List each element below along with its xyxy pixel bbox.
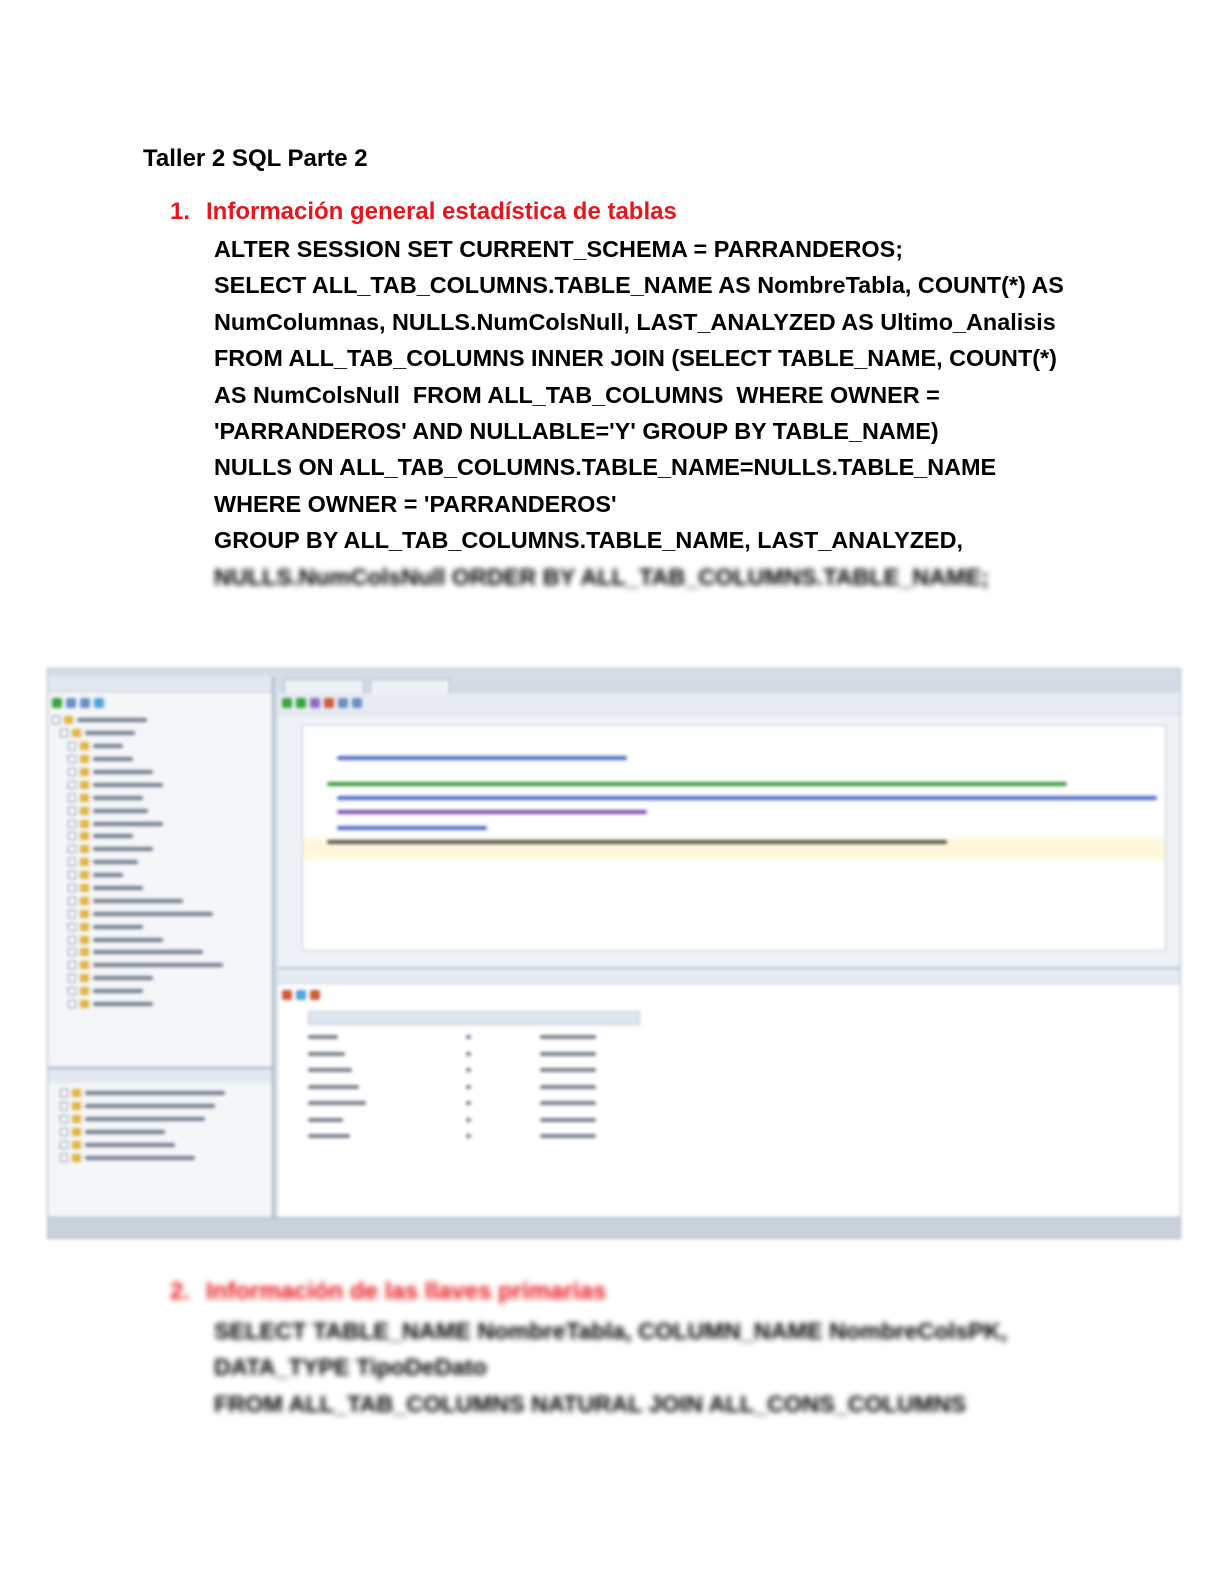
document-tabs — [278, 677, 1180, 693]
tree-node[interactable] — [52, 920, 272, 933]
sql-line: DATA_TYPE TipoDeDato — [214, 1354, 487, 1381]
sql-line: 'PARRANDEROS' AND NULLABLE='Y' GROUP BY TABLE_NAME) — [214, 418, 939, 445]
tree-node[interactable] — [52, 727, 272, 740]
sql-icon[interactable] — [310, 990, 320, 1000]
worksheet-toolbar — [278, 693, 1180, 714]
table-row[interactable] — [308, 1035, 638, 1039]
sql-developer-screenshot — [47, 668, 1181, 1239]
tree-node[interactable] — [52, 972, 272, 985]
tree-node[interactable] — [52, 766, 272, 779]
export-icon[interactable] — [296, 990, 306, 1000]
connections-pane — [48, 677, 274, 1217]
tree-node[interactable] — [52, 985, 272, 998]
explain-plan-icon[interactable] — [338, 698, 348, 708]
tree-node[interactable] — [52, 882, 272, 895]
table-row[interactable] — [308, 1052, 638, 1056]
sql-line: NULLS ON ALL_TAB_COLUMNS.TABLE_NAME=NULLS.TABLE_NAME — [214, 454, 997, 481]
tree-node[interactable] — [52, 843, 272, 856]
sql-line: ALTER SESSION SET CURRENT_SCHEMA = PARRANDEROS; — [214, 236, 904, 262]
autotrace-icon[interactable] — [352, 698, 362, 708]
tree-node[interactable] — [52, 804, 272, 817]
section-1-number: 1. — [170, 198, 191, 225]
connections-toolbar — [48, 692, 272, 714]
table-row[interactable] — [308, 1085, 638, 1089]
sql-line: GROUP BY ALL_TAB_COLUMNS.TABLE_NAME, LAST_ANALYZED, — [214, 527, 963, 554]
tree-node[interactable] — [52, 791, 272, 804]
sql-line: FROM ALL_TAB_COLUMNS INNER JOIN (SELECT TABLE_NAME, COUNT(*) — [214, 345, 1057, 372]
document-title: Taller 2 SQL Parte 2 — [143, 145, 368, 172]
tree-node[interactable] — [52, 856, 272, 869]
tree-node[interactable] — [52, 830, 272, 843]
tree-node[interactable] — [52, 946, 272, 959]
tab-worksheet-1[interactable] — [284, 679, 364, 694]
tree-node[interactable] — [52, 998, 272, 1011]
sql-line: NumColumnas, NULLS.NumColsNull, LAST_ANALYZED AS Ultimo_Analisis — [214, 308, 1056, 335]
table-row[interactable] — [308, 1118, 638, 1122]
refresh-icon — [66, 698, 76, 708]
section-2-heading-text: Información de las llaves primarias — [206, 1278, 607, 1305]
tree-node[interactable] — [52, 740, 272, 753]
query-results-panel — [278, 967, 1180, 1219]
tree-node[interactable] — [52, 959, 272, 972]
section-2-number: 2. — [170, 1278, 191, 1305]
reports-tree — [52, 1087, 267, 1164]
tree-node[interactable] — [52, 894, 272, 907]
sql-line: SELECT ALL_TAB_COLUMNS.TABLE_NAME AS NombreTabla, COUNT(*) AS — [214, 272, 1064, 299]
object-tree — [48, 714, 272, 1010]
reports-tab — [48, 1067, 272, 1083]
report-node[interactable] — [52, 1113, 267, 1126]
tree-node[interactable] — [52, 907, 272, 920]
sql-worksheet[interactable] — [302, 725, 1166, 951]
tree-node[interactable] — [52, 714, 272, 727]
results-grid-header — [308, 1011, 640, 1025]
results-tab-bar — [278, 969, 1180, 984]
report-node[interactable] — [52, 1087, 267, 1100]
sql-line: SELECT TABLE_NAME NombreTabla, COLUMN_NAME NombreColsPK, — [214, 1318, 1008, 1344]
add-icon — [52, 698, 62, 708]
table-row[interactable] — [308, 1068, 638, 1072]
commit-icon[interactable] — [310, 698, 320, 708]
status-bar — [48, 1217, 1180, 1238]
sql-line: AS NumColsNull FROM ALL_TAB_COLUMNS WHERE OWNER = — [214, 381, 940, 408]
tree-node[interactable] — [52, 778, 272, 791]
table-row[interactable] — [308, 1134, 638, 1138]
table-row[interactable] — [308, 1101, 638, 1105]
tree-node[interactable] — [52, 933, 272, 946]
sql-line: WHERE OWNER = 'PARRANDEROS' — [214, 490, 617, 517]
section-1-heading-text: Información general estadística de tablas — [206, 198, 677, 225]
worksheet-area — [278, 677, 1180, 1217]
run-script-icon[interactable] — [296, 698, 306, 708]
results-toolbar — [278, 984, 1180, 1006]
section-2-sql — [214, 1313, 1094, 1422]
section-2-heading — [170, 1278, 606, 1306]
report-node[interactable] — [52, 1126, 267, 1139]
rollback-icon[interactable] — [324, 698, 334, 708]
report-node[interactable] — [52, 1139, 267, 1152]
tab-worksheet-2[interactable] — [370, 679, 450, 694]
tree-node[interactable] — [52, 753, 272, 766]
run-statement-icon[interactable] — [282, 698, 292, 708]
schema-icon — [94, 698, 104, 708]
pin-icon[interactable] — [282, 990, 292, 1000]
report-node[interactable] — [52, 1151, 267, 1164]
report-node[interactable] — [52, 1100, 267, 1113]
section-1-sql — [214, 231, 1094, 595]
filter-icon — [80, 698, 90, 708]
tree-node[interactable] — [52, 869, 272, 882]
section-1-heading — [170, 198, 677, 226]
tree-node[interactable] — [52, 817, 272, 830]
sql-line: NULLS.NumColsNull ORDER BY ALL_TAB_COLUMNS.TABLE_NAME; — [214, 563, 989, 590]
connections-tab — [48, 677, 272, 692]
sql-line: FROM ALL_TAB_COLUMNS NATURAL JOIN ALL_CONS_COLUMNS — [214, 1390, 966, 1417]
